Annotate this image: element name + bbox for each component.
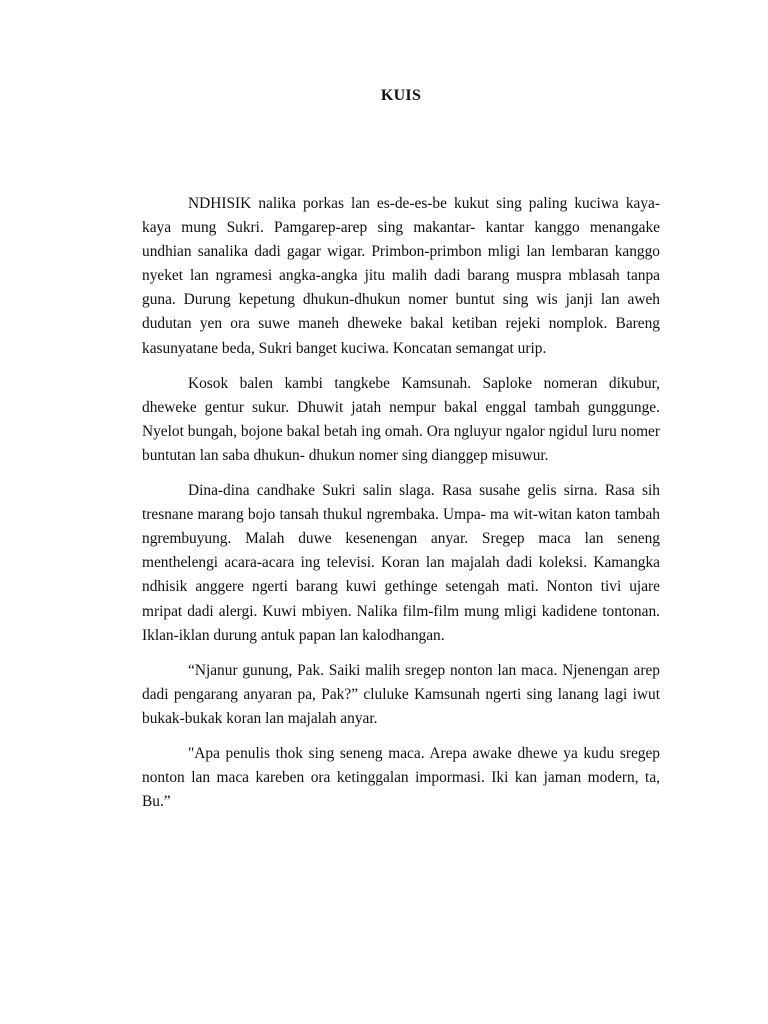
paragraph-3: Dina-dina candhake Sukri salin slaga. Rasa susahe gelis sirna. Rasa sih tresnane marang bojo tansah thukul ngrembaka. Umpa- ma wit-witan katon tambah ngrembuyung. Malah duwe kesenengan anyar. Sregep maca lan seneng menthelengi acara-acara ing televisi. Koran lan majalah dadi koleksi. Kamangka ndhisik anggere ngerti barang kuwi gethinge setengah mati. Nonton tivi ujare mripat dadi alergi. Kuwi mbiyen. Nalika film-film mung mligi kadidene tontonan. Iklan-iklan durung antuk papan lan kalodhangan. (142, 482, 660, 644)
paragraph-2: Kosok balen kambi tangkebe Kamsunah. Saploke nomeran dikubur, dheweke gentur sukur. Dhuwit jatah nempur bakal enggal tambah gunggunge. Nyelot bungah, bojone bakal betah ing omah. Ora ngluyur ngalor ngidul luru nomer buntutan lan saba dhukun- dhukun nomer sing dianggep misuwur. (142, 374, 660, 464)
paragraph-1: NDHISIK nalika porkas lan es-de-es-be kukut sing paling kuciwa kaya-kaya mung Sukri. Pamgarep-arep sing makantar- kantar kanggo menangake undhian sanalika dadi gagar wigar. Primbon-primbon mligi lan lembaran kanggo nyeket lan ngramesi angka-angka jitu malih dadi barang muspra mblasah tanpa guna. Durung kepetung dhukun-dhukun nomer buntut sing wis janji lan aweh dudutan yen ora suwe maneh dheweke bakal ketiban rejeki nomplok. Bareng kasunyatane beda, Sukri banget kuciwa. Koncatan semangat urip. (142, 195, 660, 357)
story-body (142, 192, 660, 825)
page-title: KUIS (380, 87, 422, 104)
paragraph-5: "Apa penulis thok sing seneng maca. Arepa awake dhewe ya kudu sregep nonton lan maca kareben ora ketinggalan impormasi. Iki kan jaman modern, ta, Bu.” (142, 744, 660, 811)
paragraph-4: “Njanur gunung, Pak. Saiki malih sregep nonton lan maca. Njenengan arep dadi pengarang anyaran pa, Pak?” cluluke Kamsunah ngerti sing lanang lagi iwut bukak-bukak koran lan majalah anyar. (142, 661, 660, 727)
